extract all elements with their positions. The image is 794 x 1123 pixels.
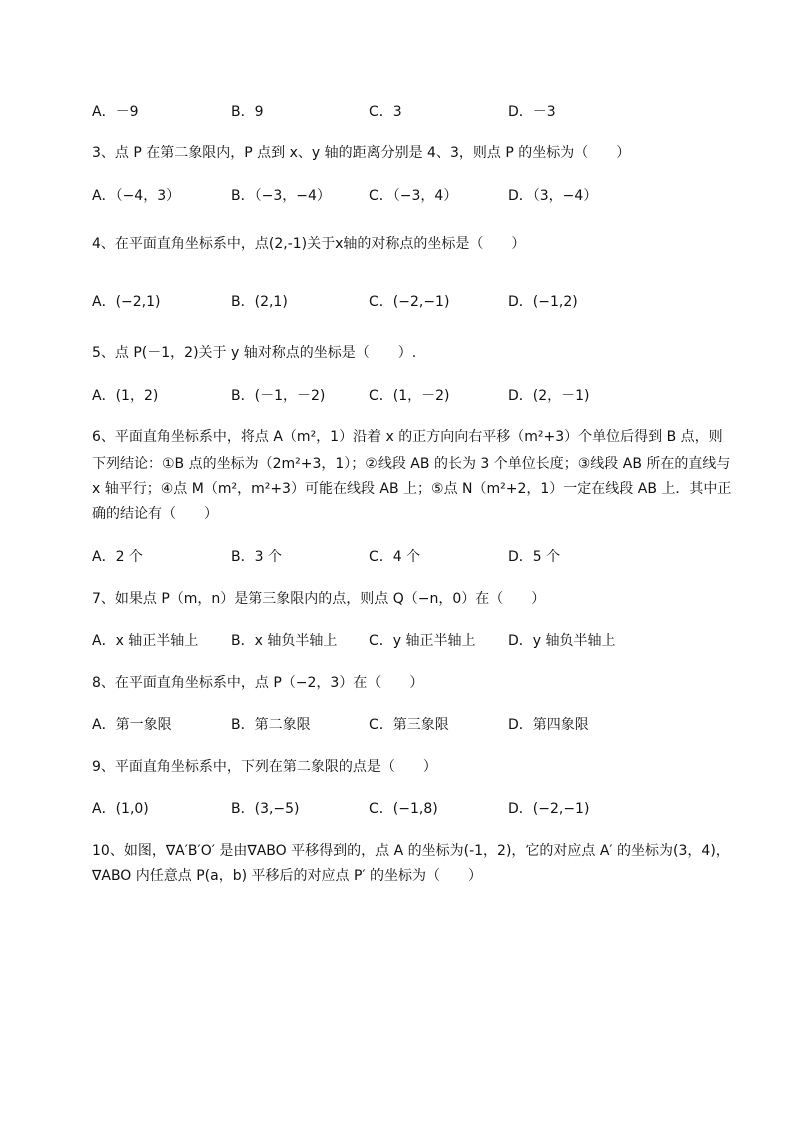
q6-option-c: C．4 个 xyxy=(369,549,421,565)
q9-option-a: A．(1,0) xyxy=(92,801,149,817)
q5-option-a: A．(1，2) xyxy=(92,388,159,404)
q8-option-d: D．第四象限 xyxy=(508,717,589,733)
q6-stem-line4: 确的结论有（ ） xyxy=(92,506,218,522)
q6-stem-line1: 6、平面直角坐标系中，将点 A（m²，1）沿着 x 的正方向向右平移（m²+3）个单位后得到 B 点，则 xyxy=(92,429,723,445)
q9-option-c: C．(−1,8) xyxy=(369,801,438,817)
q6-option-a: A．2 个 xyxy=(92,549,143,565)
q8-option-c: C．第三象限 xyxy=(369,717,449,733)
q4-option-a: A．(−2,1) xyxy=(92,294,161,310)
q9-option-d: D．(−2,−1) xyxy=(508,801,590,817)
q4-stem: 4、在平面直角坐标系中，点(2,-1)关于x轴的对称点的坐标是（ ） xyxy=(92,236,526,252)
q5-option-c: C．(1，－2) xyxy=(369,388,450,404)
q5-option-d: D．(2，－1) xyxy=(508,388,590,404)
q3-option-b: B．（−3，−4） xyxy=(231,188,331,204)
q2-option-b: B．9 xyxy=(231,104,264,120)
q4-option-c: C．(−2,−1) xyxy=(369,294,450,310)
q7-option-a: A．x 轴正半轴上 xyxy=(92,633,199,649)
q3-option-d: D．（3，−4） xyxy=(508,188,598,204)
q10-stem-line1: 10、如图，∇A′B′O′ 是由∇ABO 平移得到的，点 A 的坐标为(-1，2)，它的对应点 A′ 的坐标为(3，4)， xyxy=(92,843,730,859)
q4-option-b: B．(2,1) xyxy=(231,294,288,310)
q6-option-d: D．5 个 xyxy=(508,549,561,565)
q6-option-b: B．3 个 xyxy=(231,549,282,565)
q10-stem-line2: ∇ABO 内任意点 P(a，b) 平移后的对应点 P′ 的坐标为（ ） xyxy=(92,868,483,884)
q2-option-d: D．－3 xyxy=(508,104,556,120)
q7-option-b: B．x 轴负半轴上 xyxy=(231,633,338,649)
q3-option-a: A．（−4，3） xyxy=(92,188,181,204)
q3-stem: 3、点 P 在第二象限内，P 点到 x、y 轴的距离分别是 4、3，则点 P 的坐标为（ ） xyxy=(92,145,631,161)
q8-option-b: B．第二象限 xyxy=(231,717,311,733)
q6-stem-line2: 下列结论：①B 点的坐标为（2m²+3，1）；②线段 AB 的长为 3 个单位长度；③线段 AB 所在的直线与 xyxy=(92,456,731,472)
q4-option-d: D．(−1,2) xyxy=(508,294,578,310)
q8-option-a: A．第一象限 xyxy=(92,717,172,733)
q2-option-a: A．－9 xyxy=(92,104,139,120)
q9-stem: 9、平面直角坐标系中，下列在第二象限的点是（ ） xyxy=(92,759,437,775)
q9-option-b: B．(3,−5) xyxy=(231,801,300,817)
q7-stem: 7、如果点 P（m，n）是第三象限内的点，则点 Q（−n，0）在（ ） xyxy=(92,591,546,607)
q5-stem: 5、点 P(－1，2)关于 y 轴对称点的坐标是（ ）. xyxy=(92,345,417,361)
q8-stem: 8、在平面直角坐标系中，点 P（−2，3）在（ ） xyxy=(92,675,424,691)
q6-stem-line3: x 轴平行；④点 M（m²，m²+3）可能在线段 AB 上；⑤点 N（m²+2，1）一定在线段 AB 上．其中正 xyxy=(92,481,732,497)
q2-option-c: C．3 xyxy=(369,104,402,120)
q5-option-b: B．(－1，－2) xyxy=(231,388,326,404)
q7-option-d: D．y 轴负半轴上 xyxy=(508,633,616,649)
q7-option-c: C．y 轴正半轴上 xyxy=(369,633,476,649)
q3-option-c: C．（−3，4） xyxy=(369,188,458,204)
